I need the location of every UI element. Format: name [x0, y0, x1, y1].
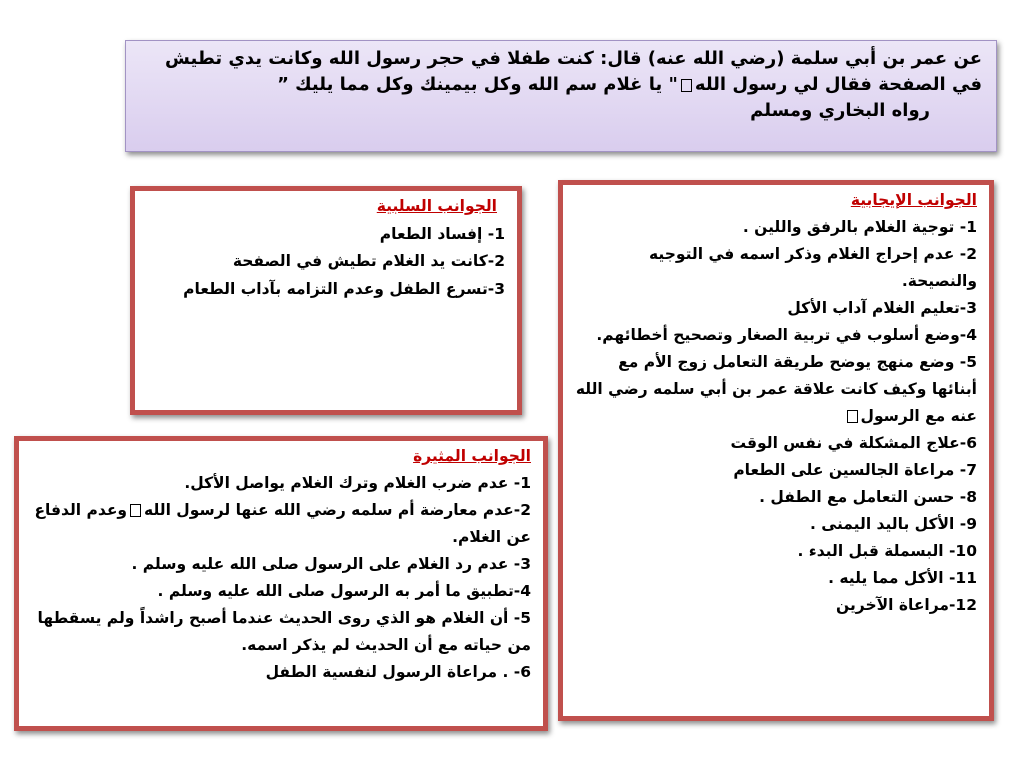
- list-item: 1- عدم ضرب الغلام وترك الغلام يواصل الأكل.: [184, 474, 531, 492]
- placeholder-box-icon: [847, 410, 858, 423]
- list-item: 4-وضع أسلوب في تربية الصغار وتصحيح أخطائهم.: [596, 326, 977, 344]
- list-item: 1- توجية الغلام بالرفق واللين .: [742, 218, 977, 236]
- hadith-box: [125, 40, 997, 152]
- list-item: 2-كانت يد الغلام تطيش في الصفحة: [232, 252, 505, 270]
- list-item: 6- . مراعاة الرسول لنفسية الطفل: [265, 663, 531, 681]
- list-item-text: 5- وضع منهج يوضح طريقة التعامل زوج الأم مع أبنائها وكيف كانت علاقة عمر بن أبي سلمه رضي الله عنه مع الرسول: [575, 353, 977, 425]
- placeholder-box-icon: [681, 79, 692, 92]
- list-item: 3-تسرع الطفل وعدم التزامه بآداب الطعام: [183, 279, 505, 298]
- list-item: 8- حسن التعامل مع الطفل .: [759, 488, 977, 506]
- list-item-text: 2-عدم معارضة أم سلمه رضي الله عنها لرسول الله: [144, 501, 531, 519]
- positive-aspects-title: الجوانب الإيجابية: [850, 191, 977, 209]
- hadith-source: رواه البخاري ومسلم: [750, 100, 930, 121]
- list-item: 7- مراعاة الجالسين على الطعام: [733, 461, 977, 479]
- list-item: 6-علاج المشكلة في نفس الوقت: [730, 434, 977, 452]
- list-item: 9- الأكل باليد اليمنى .: [809, 515, 977, 533]
- list-item: 4-تطبيق ما أمر به الرسول صلى الله عليه وسلم .: [157, 582, 531, 600]
- exciting-aspects-title: الجوانب المثيرة: [413, 447, 531, 465]
- list-item: [29, 497, 531, 551]
- list-item: 10- البسملة قبل البدء .: [797, 542, 977, 560]
- exciting-aspects-box: [14, 436, 548, 731]
- list-item: [573, 349, 977, 430]
- hadith-line-2-start: في الصفحة فقال لي رسول الله: [694, 74, 982, 95]
- list-item: 1- إفساد الطعام: [379, 224, 505, 243]
- hadith-line-2-quote: " يا غلام سم الله وكل بيمينك وكل مما يليك ”: [277, 74, 678, 95]
- list-item-text-cont: وعدم الدفاع عن الغلام.: [34, 501, 531, 546]
- list-item: 5- أن الغلام هو الذي روى الحديث عندما أصبح راشداً ولم يسقطها من حياته مع أن الحديث لم يذكر اسمه.: [37, 609, 531, 654]
- hadith-line-2: [140, 72, 982, 98]
- list-item: 11- الأكل مما يليه .: [828, 569, 977, 587]
- list-item: 12-مراعاة الآخرين: [836, 596, 977, 614]
- negative-aspects-box: [130, 186, 522, 415]
- list-item: 3- عدم رد الغلام على الرسول صلى الله عليه وسلم .: [131, 555, 531, 573]
- list-item: 2- عدم إحراج الغلام وذكر اسمه في التوجيه والنصيحة.: [648, 245, 977, 290]
- hadith-line-1: عن عمر بن أبي سلمة (رضي الله عنه) قال: كنت طفلا في حجر رسول الله وكانت يدي تطيش: [165, 48, 982, 69]
- list-item: 3-تعليم الغلام آداب الأكل: [787, 299, 977, 317]
- placeholder-box-icon: [130, 504, 141, 517]
- negative-aspects-title: الجوانب السلبية: [376, 197, 497, 215]
- positive-aspects-box: [558, 180, 994, 721]
